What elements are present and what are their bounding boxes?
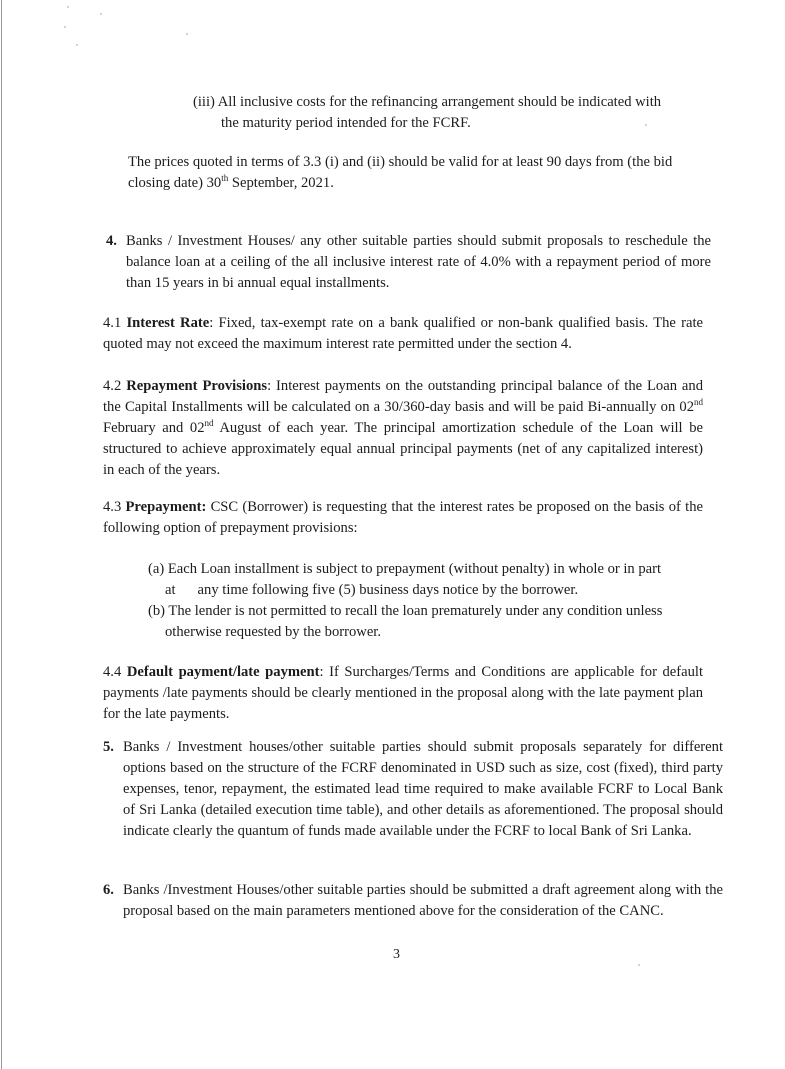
prepayment-options	[148, 559, 708, 643]
option-a-at: at	[165, 582, 176, 598]
section-4-3	[103, 497, 703, 539]
section-4-2	[103, 376, 703, 481]
validity-paragraph	[128, 152, 703, 194]
section-4-2-text-c: August of each year. The principal amortization schedule of the Loan will be structured to achieve approximately equal annual principal payments (net of any capitalized interest) in each of the years.	[103, 420, 703, 478]
option-b-line2: otherwise requested by the borrower.	[165, 624, 381, 640]
section-6-number: 6.	[103, 882, 114, 898]
item-iii-line2: the maturity period intended for the FCRF.	[221, 115, 471, 131]
scan-speck	[67, 6, 69, 8]
validity-date: September, 2021.	[228, 175, 334, 191]
scan-speck	[64, 26, 66, 28]
section-4-text: Banks / Investment Houses/ any other suitable parties should submit proposals to reschedule the balance loan at a ceiling of the all inclusive interest rate of 4.0% with a repayment period of more than 15 years in bi annual equal installments.	[126, 233, 711, 291]
scan-speck	[100, 13, 102, 15]
page-number: 3	[393, 947, 400, 962]
section-5-number: 5.	[103, 739, 114, 755]
section-4-number: 4.	[106, 233, 117, 249]
validity-text: The prices quoted in terms of 3.3 (i) and (ii) should be valid for at least 90 days from (the bid closing date) 30	[128, 154, 673, 191]
section-4-2-text-b: February and 02	[103, 420, 205, 436]
scan-speck	[638, 964, 640, 966]
option-b-line1: (b) The lender is not permitted to recall the loan prematurely under any condition unless	[148, 603, 663, 619]
section-4-3-text: CSC (Borrower) is requesting that the interest rates be proposed on the basis of the following option of prepayment provisions:	[103, 499, 703, 536]
section-4-2-heading: Repayment Provisions	[126, 378, 268, 394]
section-4-4-number: 4.4	[103, 664, 122, 680]
section-5-text: Banks / Investment houses/other suitable parties should submit proposals separately for different options based on the structure of the FCRF denominated in USD such as size, cost (fixed), third party expenses, tenor, repayment, the estimated lead time required to make available FCRF to Local Bank of Sri Lanka (detailed execution time table), and other details as aforementioned. The proposal should indicate clearly the quantum of funds made available under the FCRF to local Bank of Sri Lanka.	[123, 739, 723, 839]
option-a-line2: any time following five (5) business days notice by the borrower.	[197, 582, 579, 598]
scan-speck	[76, 44, 78, 46]
section-4-1-text: : Fixed, tax-exempt rate on a bank qualified or non-bank qualified basis. The rate quoted may not exceed the maximum interest rate permitted under the section 4.	[103, 315, 703, 352]
section-4-1-heading: Interest Rate	[126, 315, 210, 331]
validity-sup: th	[221, 173, 229, 184]
item-iii	[193, 92, 713, 134]
section-6	[103, 880, 723, 922]
section-4-1	[103, 313, 703, 355]
section-6-text: Banks /Investment Houses/other suitable parties should be submitted a draft agreement along with the proposal based on the main parameters mentioned above for the consideration of the CANC.	[123, 882, 723, 919]
section-4-2-sup1: nd	[694, 397, 703, 408]
section-4-3-heading: Prepayment:	[125, 499, 207, 515]
scan-left-edge	[1, 0, 2, 1069]
scan-speck	[186, 33, 188, 35]
section-4-2-text-a: : Interest payments on the outstanding principal balance of the Loan and the Capital Installments will be calculated on a 30/360-day basis and will be paid Bi-annually on 02	[103, 378, 704, 415]
item-iii-label: (iii)	[193, 94, 215, 110]
section-4-3-number: 4.3	[103, 499, 122, 515]
section-4-4-text: : If Surcharges/Terms and Conditions are applicable for default payments /late payments should be clearly mentioned in the proposal along with the late payment plan for the late payments.	[103, 664, 703, 722]
section-4-2-sup2: nd	[204, 418, 214, 429]
section-4-4-heading: Default payment/late payment	[126, 664, 320, 680]
section-4-2-number: 4.2	[103, 378, 122, 394]
section-4	[106, 231, 711, 294]
section-5	[103, 737, 723, 842]
section-4-1-number: 4.1	[103, 315, 122, 331]
option-a-line1: (a) Each Loan installment is subject to prepayment (without penalty) in whole or in part	[148, 561, 662, 577]
item-iii-line1: All inclusive costs for the refinancing arrangement should be indicated with	[217, 94, 662, 110]
section-4-4	[103, 662, 703, 725]
